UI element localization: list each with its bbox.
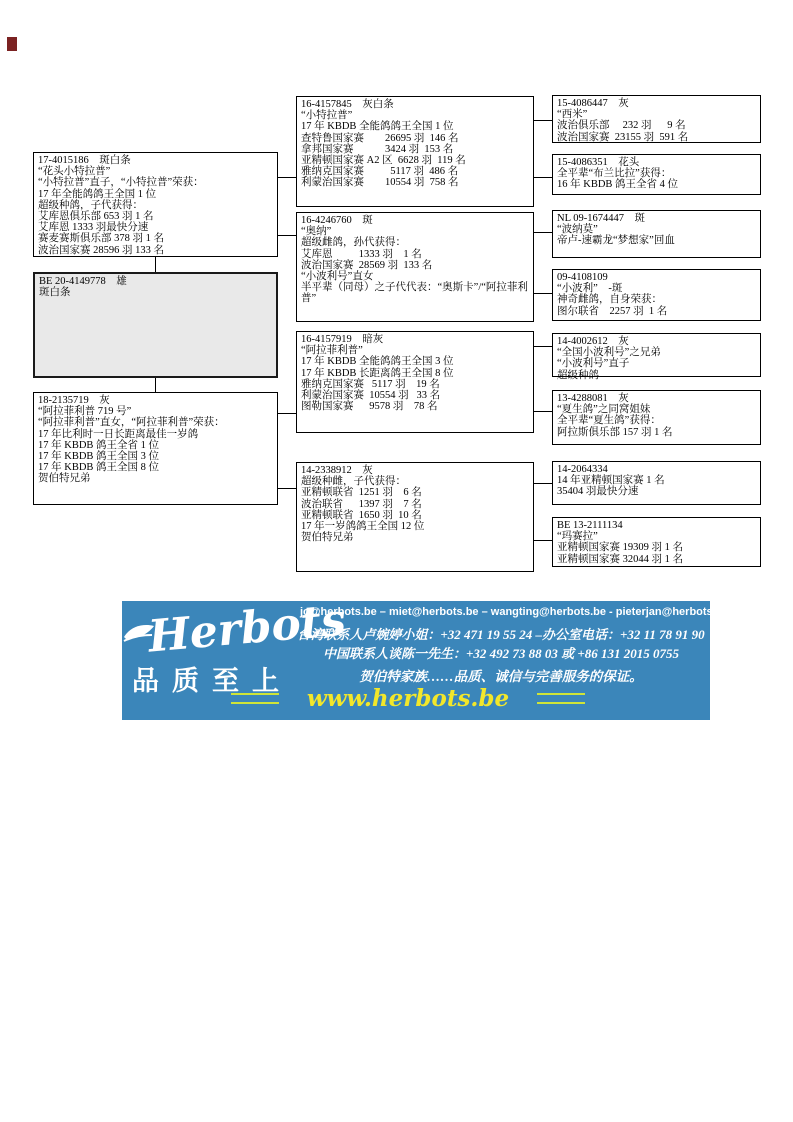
text-line: “阿拉菲利普”直女，“阿拉菲利普”荣获： [38, 417, 225, 429]
decor-line-right [537, 693, 585, 704]
text-line: NL 09-1674447 斑 [557, 213, 645, 224]
text-line: 15-4086447 灰 [557, 98, 629, 109]
text-line: 雅纳克国家赛 5117 羽 19 名 [301, 378, 440, 390]
text-line: 波治国家赛 28569 羽 133 名 [301, 259, 433, 271]
connector-line [278, 235, 296, 236]
text-line: “花头小特拉普” [38, 166, 111, 178]
text-line: 亚精顿国家赛 32044 羽 1 名 [557, 553, 683, 565]
banner-contact-china: 中国联系人谈陈一先生：+32 492 73 88 03 或 +86 131 2015 0755 [322, 646, 680, 661]
connector-line [534, 293, 552, 294]
text-line: 17 年全能鸽鸽王全国 1 位 [38, 188, 157, 200]
pedigree-box-dam [33, 392, 278, 505]
text-line: 帝卢-速霸龙“梦想家”回血 [557, 235, 675, 247]
text-line: 17 年 KBDB 长距离鸽王全国 8 位 [301, 367, 454, 379]
text-line: 斑白条 [39, 287, 71, 299]
text-line: 亚精顿国家赛 A2 区 6628 羽 119 名 [301, 155, 466, 167]
text-line: “玛赛拉” [557, 531, 598, 543]
banner-url: www.herbots.be [306, 685, 510, 712]
connector-line [534, 411, 552, 412]
text-line: 超级种雌，子代获得： [301, 476, 406, 488]
text-line: “波纳莫” [557, 224, 598, 236]
text-line: 18-2135719 灰 [38, 395, 110, 406]
text-line: 超级雌鸽，孙代获得： [301, 237, 406, 249]
pedigree-box-sire [33, 152, 278, 257]
pedigree-box-greatgrandparent-7 [552, 461, 761, 505]
text-line: 13-4288081 灰 [557, 393, 629, 404]
text-line: 艾库恩俱乐部 653 羽 1 名 [38, 211, 154, 223]
decor-line-left [231, 693, 279, 704]
text-line: 全平辈“夏生鸽”获得： [557, 415, 661, 427]
pedigree-box-grandsire-paternal [296, 96, 534, 207]
text-line: 17 年 KBDB 全能鸽鸽王全国 1 位 [301, 121, 454, 133]
text-line: “小波利号”直女 [301, 271, 374, 283]
banner-emails: jo@herbots.be – miet@herbots.be – wangting@herbots.be - pieterjan@herbots.be [300, 606, 729, 618]
banner-tagline: 贺伯特家族……品质、诚信与完善服务的保证。 [359, 669, 643, 684]
connector-line [534, 346, 552, 347]
text-line: 拿邦国家赛 3424 羽 153 名 [301, 143, 454, 155]
text-line: 贺伯特兄弟 [38, 473, 91, 485]
text-line: “小特拉普” [301, 110, 353, 122]
pedigree-box-greatgrandparent-5 [552, 333, 761, 381]
pedigree-box-subject [33, 272, 278, 378]
text-line: 图勒国家赛 9578 羽 78 名 [301, 401, 438, 413]
connector-line [534, 483, 552, 484]
pedigree-box-grandsire-maternal [296, 331, 534, 433]
banner-slogan: 品质至上 [132, 666, 292, 696]
pedigree-box-greatgrandparent-1 [552, 95, 761, 143]
text-line: 17 年一岁鸽鸽王全国 12 位 [301, 521, 425, 533]
text-line: 14-4002612 灰 [557, 336, 629, 347]
pedigree-box-granddam-paternal [296, 212, 534, 322]
text-line: 半平辈（同母）之子代代表：“奥斯卡”/“阿拉菲利普” [301, 282, 528, 305]
text-line: “全国小波利号”之兄弟 [557, 347, 661, 359]
text-line: 亚精顿联省 1251 羽 6 名 [301, 487, 422, 499]
banner-url-row [218, 685, 598, 712]
connector-line [278, 177, 296, 178]
text-line: 16-4246760 斑 [301, 215, 373, 226]
text-line: 查特鲁国家赛 26695 羽 146 名 [301, 132, 459, 144]
text-line: “阿拉菲利普” [301, 345, 363, 357]
connector-line [534, 177, 552, 178]
text-line: “奥纳” [301, 226, 332, 238]
connector-line [155, 257, 156, 272]
text-line: 14-2064334 [557, 464, 608, 475]
text-line: 16-4157845 灰白条 [301, 99, 394, 110]
text-line: 艾库恩 1333 羽 1 名 [301, 248, 422, 260]
text-line: BE 13-2111134 [557, 520, 623, 531]
text-line: “小特拉普”直子，“小特拉普”荣获： [38, 177, 204, 189]
text-line: 雅纳克国家赛 5117 羽 486 名 [301, 166, 459, 178]
pedigree-box-granddam-maternal [296, 462, 534, 572]
text-line: 14 年亚精顿国家赛 1 名 [557, 475, 665, 487]
text-line: 神奇雌鸽，自身荣获： [557, 294, 662, 306]
text-line: 15-4086351 花头 [557, 157, 640, 168]
text-line: 阿拉斯俱乐部 157 羽 1 名 [557, 426, 673, 438]
text-line: 超级种鸽 [557, 369, 599, 381]
text-line: 17 年比利时一日长距离最佳一岁鸽 [38, 428, 199, 440]
text-line: “小波利” -斑 [557, 283, 623, 295]
text-line: 超级种鸽，子代获得： [38, 199, 143, 211]
herbots-logo: Herbots [146, 594, 348, 663]
connector-line [278, 488, 296, 489]
text-line: 波治国家赛 23155 羽 591 名 [557, 131, 689, 143]
text-line: “小波利号”直子 [557, 358, 630, 370]
banner-contact-taiwan: 台湾联系人卢婉婷小姐：+32 471 19 55 24 –办公室电话：+32 11 78 91 90 [297, 627, 705, 642]
text-line: 亚精顿联省 1650 羽 10 名 [301, 509, 422, 521]
text-line: 17 年 KBDB 鸽王全省 1 位 [38, 439, 160, 451]
text-line: 利蒙治国家赛 10554 羽 758 名 [301, 177, 459, 189]
connector-line [534, 120, 552, 121]
text-line: 贺伯特兄弟 [301, 532, 354, 544]
connector-line [278, 413, 296, 414]
revision-mark [7, 37, 17, 51]
connector-line [534, 232, 552, 233]
text-line: 波治俱乐部 232 羽 9 名 [557, 120, 686, 132]
text-line: 图尔联省 2257 羽 1 名 [557, 305, 668, 317]
text-line: 赛麦赛斯俱乐部 378 羽 1 名 [38, 233, 164, 245]
pedigree-box-greatgrandparent-2 [552, 154, 761, 195]
text-line: 波治国家赛 28596 羽 133 名 [38, 244, 164, 256]
text-line: 16 年 KBDB 鸽王全省 4 位 [557, 179, 679, 191]
text-line: 波治联省 1397 羽 7 名 [301, 498, 422, 510]
text-line: 14-2338912 灰 [301, 465, 373, 476]
connector-line [155, 378, 156, 392]
text-line: 17 年 KBDB 全能鸽鸽王全国 3 位 [301, 356, 454, 368]
connector-line [534, 540, 552, 541]
text-line: “夏生鸽”之同窝姐妹 [557, 404, 651, 416]
text-line: “西米” [557, 109, 588, 121]
text-line: BE 20-4149778 雄 [39, 276, 127, 287]
text-line: 利蒙治国家赛 10554 羽 33 名 [301, 390, 441, 402]
pedigree-box-greatgrandparent-8 [552, 517, 761, 567]
pedigree-box-greatgrandparent-3 [552, 210, 761, 258]
text-line: 17 年 KBDB 鸽王全国 3 位 [38, 451, 160, 463]
text-line: 全平辈“布兰比拉”获得： [557, 168, 672, 180]
text-line: 17 年 KBDB 鸽王全国 8 位 [38, 462, 160, 474]
pedigree-box-greatgrandparent-6 [552, 390, 761, 445]
text-line: “阿拉菲利普 719 号” [38, 406, 132, 418]
text-line: 亚精顿国家赛 19309 羽 1 名 [557, 542, 683, 554]
text-line: 16-4157919 暗灰 [301, 334, 384, 345]
text-line: 艾库恩 1333 羽最快分速 [38, 222, 149, 234]
text-line: 09-4108109 [557, 272, 608, 283]
pedigree-box-greatgrandparent-4 [552, 269, 761, 321]
text-line: 17-4015186 斑白条 [38, 155, 131, 166]
text-line: 35404 羽最快分速 [557, 486, 639, 498]
herbots-banner [122, 594, 729, 720]
